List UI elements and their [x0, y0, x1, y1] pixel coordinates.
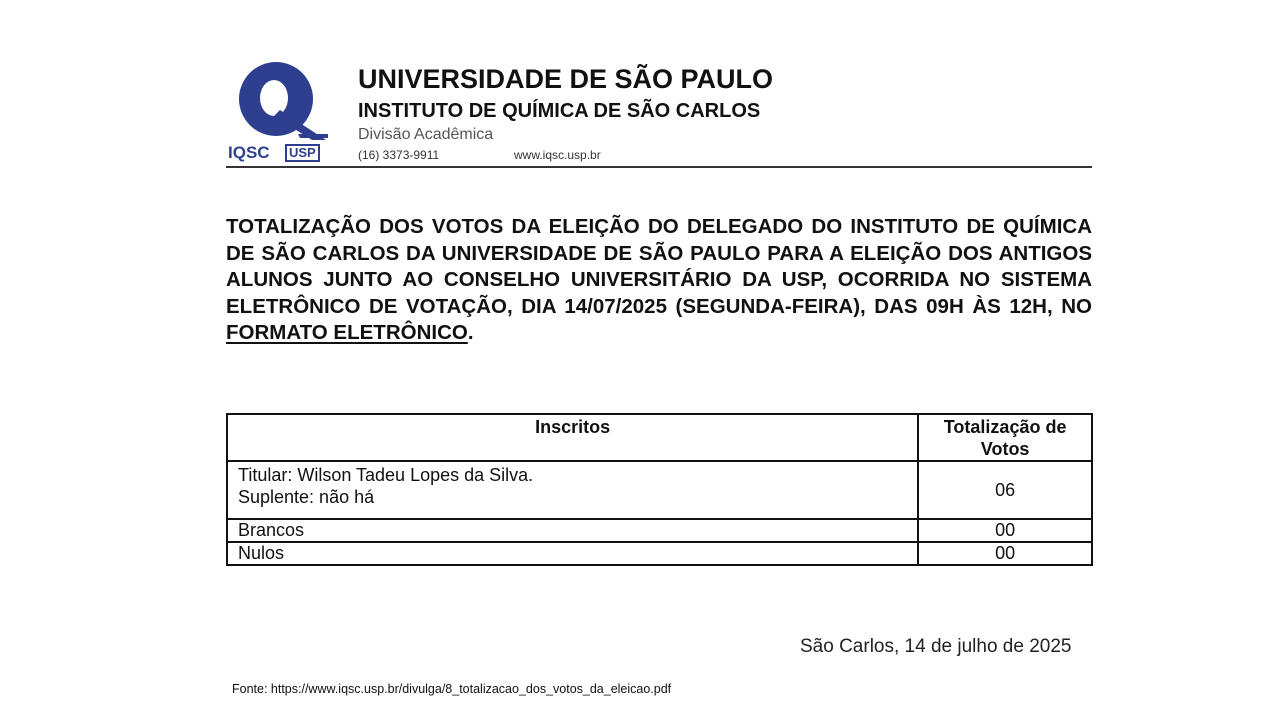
institute-name: INSTITUTO DE QUÍMICA DE SÃO CARLOS — [358, 100, 761, 122]
source-citation: Fonte: https://www.iqsc.usp.br/divulga/8_totalizacao_dos_votos_da_eleicao.pdf — [232, 682, 672, 696]
candidate-cell — [227, 461, 918, 519]
title-end: . — [467, 321, 474, 344]
nulos-votes: 00 — [918, 542, 1092, 565]
candidate-votes: 06 — [918, 461, 1092, 519]
nulos-label: Nulos — [227, 542, 918, 565]
title-text: TOTALIZAÇÃO DOS VOTOS DA ELEIÇÃO DO DELEGADO DO INSTITUTO DE QUÍMICA DE SÃO CARLOS DA UNIVERSIDADE DE SÃO PAULO PARA A ELEIÇÃO DOS ANTIGOS ALUNOS JUNTO AO CONSELHO UNIVERSITÁRIO DA USP, OCORRIDA NO SISTEMA ELETRÔNICO DE VOTAÇÃO, DIA 14/07/2025 (SEGUNDA-FEIRA), DAS 09H ÀS 12H, NO — [226, 215, 1092, 318]
suplente-line: Suplente: não há — [238, 487, 375, 507]
table-row — [227, 542, 1092, 565]
table-row — [227, 461, 1092, 519]
header-inscritos: Inscritos — [227, 414, 918, 461]
table-header-row — [227, 414, 1092, 461]
place-date: São Carlos, 14 de julho de 2025 — [800, 636, 1072, 657]
titular-line: Titular: Wilson Tadeu Lopes da Silva. — [238, 465, 534, 485]
brancos-votes: 00 — [918, 519, 1092, 542]
brancos-label: Brancos — [227, 519, 918, 542]
logo-acronym: IQSC — [228, 143, 270, 162]
website-url: www.iqsc.usp.br — [514, 148, 601, 162]
iqsc-logo-emblem-icon — [228, 60, 328, 146]
iqsc-logo — [228, 60, 328, 166]
header-divider — [226, 166, 1092, 168]
university-name: UNIVERSIDADE DE SÃO PAULO — [358, 64, 774, 94]
document-title — [226, 214, 1092, 347]
phone-number: (16) 3373-9911 — [358, 148, 440, 162]
logo-usp: USP — [285, 144, 320, 162]
header-totalizacao: Totalização de Votos — [918, 414, 1092, 461]
table-row — [227, 519, 1092, 542]
title-underlined: FORMATO ELETRÔNICO — [226, 321, 468, 344]
division-name: Divisão Acadêmica — [358, 126, 494, 143]
votes-table — [226, 413, 1093, 566]
